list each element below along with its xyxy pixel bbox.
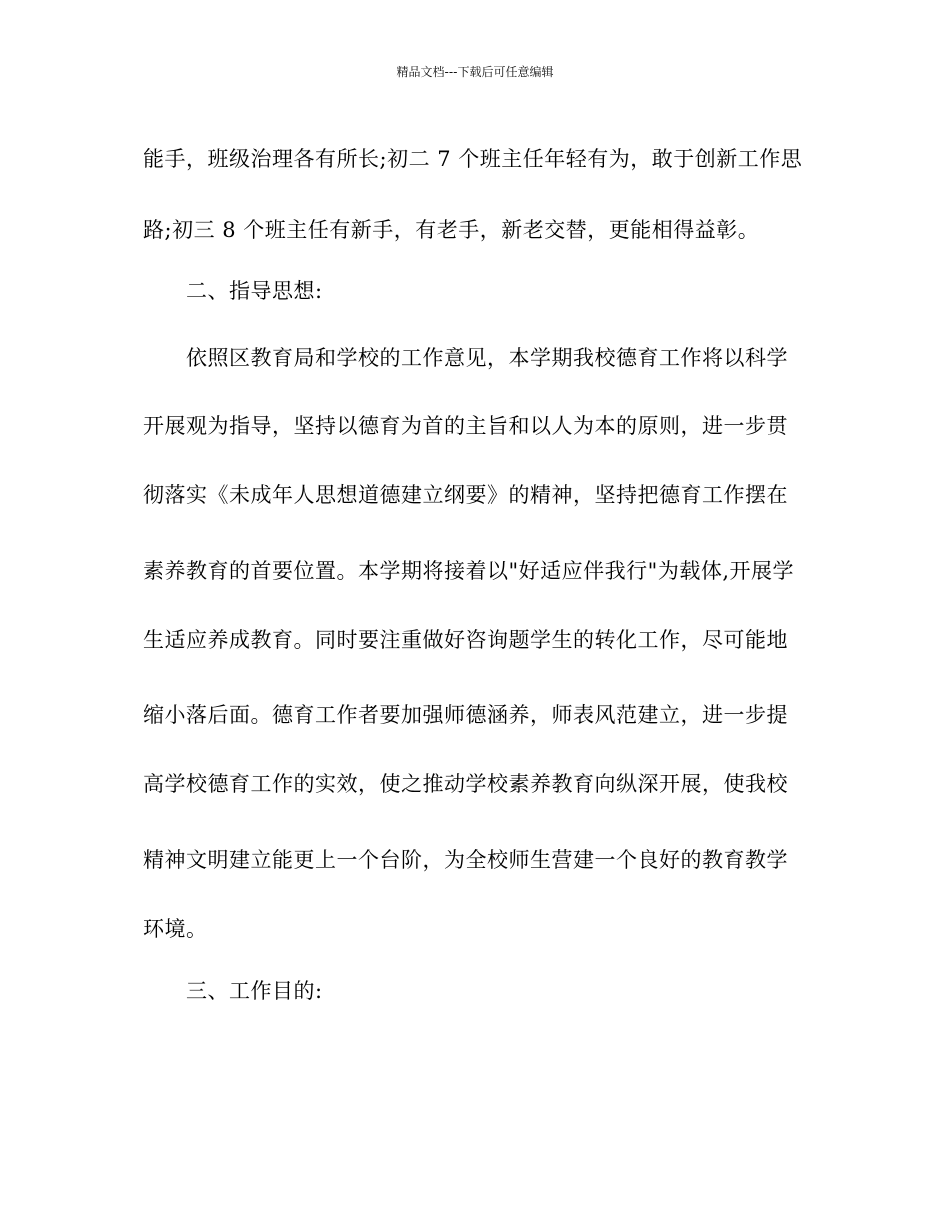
body-text-line: 开展观为指导，坚持以德育为首的主旨和以人为本的原则，进一步贯 xyxy=(143,414,788,438)
page-header: 精品文档---下载后可任意编辑 xyxy=(396,65,554,79)
body-text-line: 依照区教育局和学校的工作意见，本学期我校德育工作将以科学 xyxy=(186,346,788,370)
body-text-line: 精神文明建立能更上一个台阶，为全校师生营建一个良好的教育教学 xyxy=(143,848,788,872)
body-text-line: 生适应养成教育。同时要注重做好咨询题学生的转化工作，尽可能地 xyxy=(143,628,788,652)
body-text-line: 素养教育的首要位置。本学期将接着以"好适应伴我行"为载体,开展学 xyxy=(143,559,794,583)
body-text-line: 能手，班级治理各有所长;初二 7 个班主任年轻有为，敢于创新工作思 xyxy=(143,147,803,171)
section-heading-work-goals: 三、工作目的: xyxy=(186,979,323,1003)
section-heading-guiding-ideology: 二、指导思想: xyxy=(186,279,323,303)
body-text-line: 彻落实《未成年人思想道德建立纲要》的精神，坚持把德育工作摆在 xyxy=(143,483,788,507)
body-text-line: 环境。 xyxy=(143,917,208,941)
body-text-line: 缩小落后面。德育工作者要加强师德涵养，师表风范建立，进一步提 xyxy=(143,703,788,727)
body-text-line: 高学校德育工作的实效，使之推动学校素养教育向纵深开展，使我校 xyxy=(143,772,788,796)
body-text-line: 路;初三 8 个班主任有新手，有老手，新老交替，更能相得益彰。 xyxy=(143,218,760,242)
